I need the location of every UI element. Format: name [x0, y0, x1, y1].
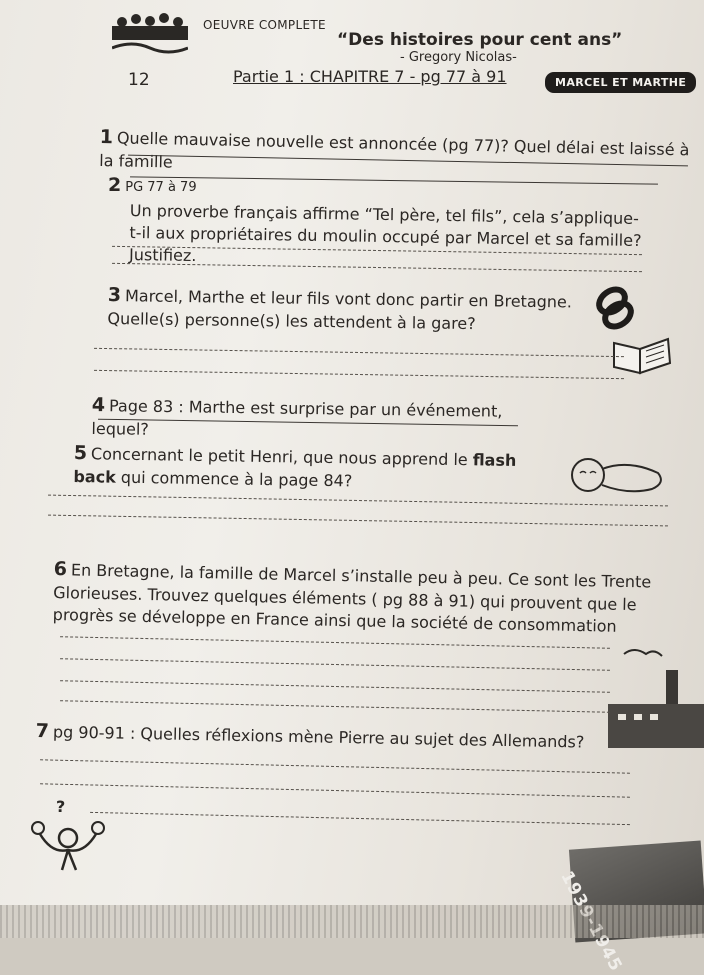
question-number: 4: [91, 393, 106, 417]
question-number: 2: [108, 174, 122, 196]
question-number: 1: [99, 125, 114, 149]
sleeping-baby-icon: [568, 453, 670, 499]
question-text: En Bretagne, la famille de Marcel s’installe peu à peu. Ce sont les Trente Glorieuses. Trouvez quelques éléments ( pg 88 à 91) qui prouvent que le progrès se développe en France ainsi que la société de consommation: [52, 560, 652, 637]
series-label: OEUVRE COMPLETE: [203, 18, 326, 32]
characters-badge: MARCEL ET MARTHE: [545, 72, 696, 93]
question-text: pg 90-91 : Quelles réflexions mène Pierre au sujet des Allemands?: [52, 722, 585, 752]
question-text: Page 83 : Marthe est surprise par un événement, lequel?: [91, 396, 503, 440]
question-mark: ?: [56, 798, 66, 816]
question-text: Marcel, Marthe et leur fils vont donc partir en Bretagne. Quelle(s) personne(s) les attendent à la gare?: [107, 286, 573, 334]
question-text-emphasis: flash back: [73, 450, 517, 487]
book-title: “Des histoires pour cent ans”: [337, 30, 623, 50]
page-number: 12: [128, 70, 150, 90]
question-number: 7: [35, 719, 50, 743]
notebook-edge: [0, 905, 704, 938]
open-book-icon: [610, 333, 674, 377]
crowd-logo-icon: [112, 4, 188, 54]
question-number: 6: [53, 557, 68, 581]
chapter-heading: Partie 1 : CHAPITRE 7 - pg 77 à 91: [233, 67, 507, 86]
question-text: Quelle mauvaise nouvelle est annoncée (pg 77)? Quel délai est laissé à la famille: [99, 128, 690, 172]
question-text: qui commence à la page 84?: [115, 467, 353, 491]
question-2-heading: [108, 172, 197, 198]
author-name: - Gregory Nicolas-: [400, 50, 517, 65]
question-2: Un proverbe français affirme “Tel père, tel fils”, cela s’applique-t-il aux propriétaires du moulin occupé par Marcel et sa famille? Justifiez.: [128, 200, 642, 266]
question-number: 5: [73, 441, 88, 465]
chain-link-icon: [592, 283, 638, 333]
question-6: [53, 556, 664, 639]
question-5: [73, 440, 564, 496]
question-number: 3: [107, 283, 122, 307]
factory-icon: [604, 646, 704, 750]
question-page-range: PG 77 à 79: [125, 180, 197, 195]
question-text: Concernant le petit Henri, que nous apprend le: [90, 444, 473, 470]
thinking-person-icon: [26, 798, 110, 872]
question-3: [107, 282, 578, 337]
